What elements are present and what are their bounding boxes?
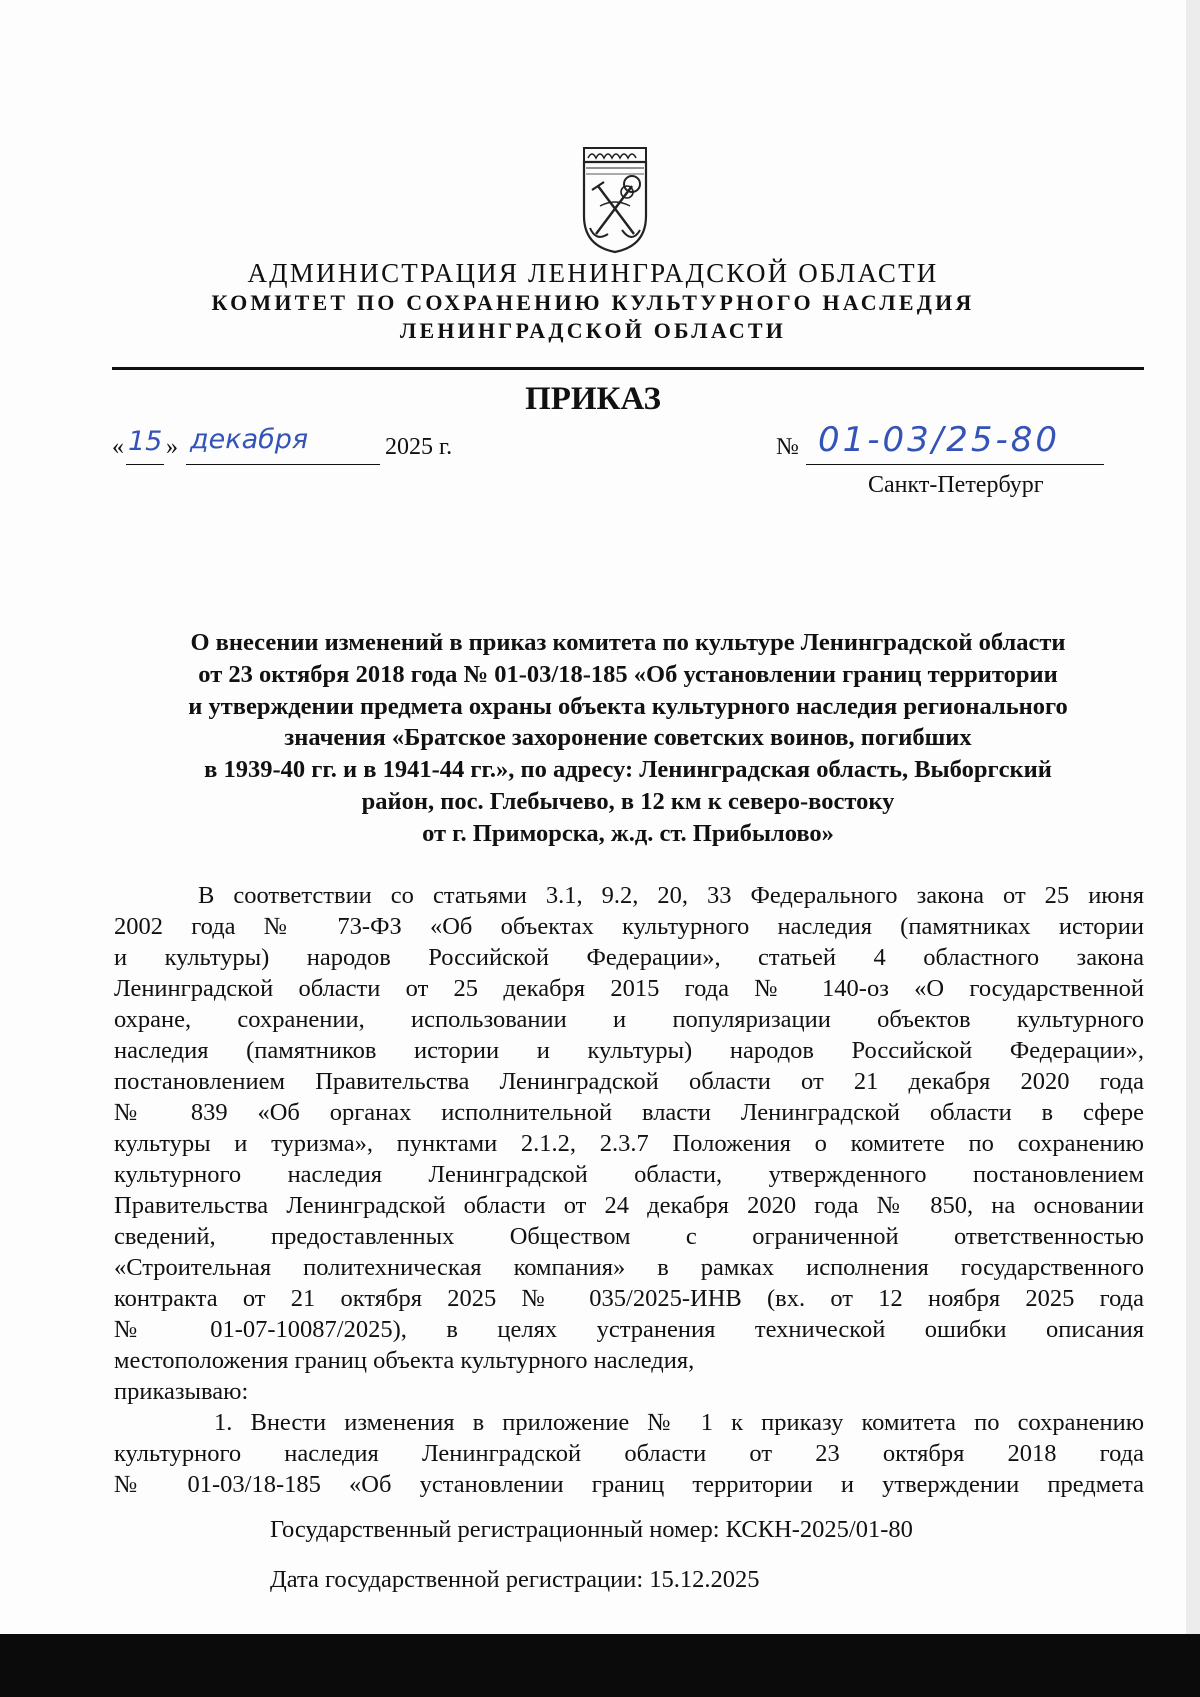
order-body <box>114 880 1144 1500</box>
open-quote: « <box>112 434 124 460</box>
region-heading: ЛЕНИНГРАДСКОЙ ОБЛАСТИ <box>399 318 787 343</box>
close-quote: » <box>166 434 178 460</box>
body-line: № 839 «Об органах исполнительной власти Ленинградской области в сфере <box>114 1099 1144 1126</box>
body-line: Правительства Ленинградской области от 24 декабря 2020 года № 850, на основании <box>114 1192 1144 1219</box>
body-line-resolution: приказываю: <box>114 1378 249 1405</box>
title-line: район, пос. Глебычево, в 12 км к северо-востоку <box>361 787 895 815</box>
scan-bottom-band <box>0 1634 1200 1697</box>
body-line: местоположения границ объекта культурного наследия, <box>114 1347 695 1374</box>
number-sign: № <box>776 434 799 460</box>
handwritten-day: 15 <box>128 426 163 457</box>
body-line: культуры и туризма», пунктами 2.1.2, 2.3.7 Положения о комитете по сохранению <box>114 1130 1144 1157</box>
day-underline <box>126 464 164 465</box>
registration-date: Дата государственной регистрации: 15.12.2025 <box>270 1566 760 1593</box>
handwritten-month: декабря <box>190 424 309 455</box>
body-line: «Строительная политехническая компания» в рамках исполнения государственного <box>114 1254 1144 1281</box>
handwritten-number: 01-03/25-80 <box>818 420 1061 460</box>
title-line: и утверждении предмета охраны объекта культурного наследия регионального <box>188 692 1068 720</box>
year-text: 2025 г. <box>385 434 453 460</box>
body-line: сведений, предоставленных Обществом с ограниченной ответственностью <box>114 1223 1144 1250</box>
number-underline <box>806 464 1104 465</box>
body-line: № 01-03/18-185 «Об установлении границ территории и утверждении предмета <box>114 1471 1144 1498</box>
registration-number: Государственный регистрационный номер: КСКН-2025/01-80 <box>270 1516 913 1543</box>
title-line: от 23 октября 2018 года № 01-03/18-185 «Об установлении границ территории <box>198 660 1058 688</box>
committee-heading: КОМИТЕТ ПО СОХРАНЕНИЮ КУЛЬТУРНОГО НАСЛЕДИЯ <box>211 290 975 315</box>
body-line: контракта от 21 октября 2025 № 035/2025-ИНВ (вх. от 12 ноября 2025 года <box>114 1285 1144 1312</box>
title-line: значения «Братское захоронение советских воинов, погибших <box>284 724 972 752</box>
header-divider <box>112 367 1144 370</box>
body-line: В соответствии со статьями 3.1, 9.2, 20, 33 Федерального закона от 25 июня <box>198 882 1144 909</box>
body-line: и культуры) народов Российской Федерации», статьей 4 областного закона <box>114 944 1144 971</box>
body-line: культурного наследия Ленинградской области, утвержденного постановлением <box>114 1161 1144 1188</box>
body-line: № 01-07-10087/2025), в целях устранения технической ошибки описания <box>114 1316 1144 1343</box>
title-line: от г. Приморска, ж.д. ст. Прибылово» <box>422 819 834 847</box>
city-label: Санкт-Петербург <box>868 472 1044 498</box>
leningrad-oblast-emblem <box>580 146 650 254</box>
body-line: 2002 года № 73-ФЗ «Об объектах культурного наследия (памятниках истории <box>114 913 1144 940</box>
document-type-heading: ПРИКАЗ <box>525 381 661 417</box>
body-line: охране, сохранении, использовании и популяризации объектов культурного <box>114 1006 1144 1033</box>
administration-heading: АДМИНИСТРАЦИЯ ЛЕНИНГРАДСКОЙ ОБЛАСТИ <box>247 258 939 288</box>
body-line: постановлением Правительства Ленинградской области от 21 декабря 2020 года <box>114 1068 1144 1095</box>
month-underline <box>186 464 380 465</box>
body-line: наследия (памятников истории и культуры) народов Российской Федерации», <box>114 1037 1144 1064</box>
body-line-item-1: 1. Внести изменения в приложение № 1 к приказу комитета по сохранению <box>214 1409 1144 1436</box>
body-line: Ленинградской области от 25 декабря 2015 года № 140-оз «О государственной <box>114 975 1144 1002</box>
body-line: культурного наследия Ленинградской области от 23 октября 2018 года <box>114 1440 1144 1467</box>
title-line: О внесении изменений в приказ комитета по культуре Ленинградской области <box>190 629 1066 656</box>
order-title <box>112 627 1144 850</box>
scan-right-edge <box>1186 0 1200 1634</box>
title-line: в 1939-40 гг. и в 1941-44 гг.», по адресу: Ленинградская область, Выборгский <box>204 756 1052 784</box>
